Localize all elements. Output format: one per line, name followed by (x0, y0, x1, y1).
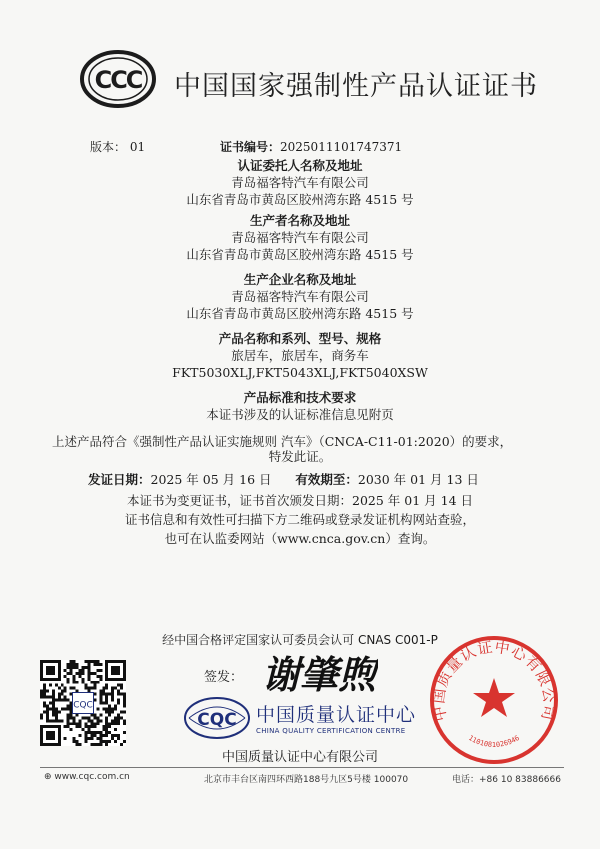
version-line: 版本： 01 (90, 140, 146, 154)
svg-text:CQC: CQC (197, 710, 237, 730)
dates-line: 发证日期：2025 年 05 月 16 日 有效期至：2030 年 01 月 13 日 (88, 472, 479, 487)
issuer-name-en: CHINA QUALITY CERTIFICATION CENTRE (256, 727, 406, 735)
svg-text:CQC: CQC (73, 700, 93, 711)
ccc-logo-icon (80, 50, 156, 108)
certificate-number: 证书编号：2025011101747371 (220, 140, 403, 154)
applicant-heading: 认证委托人名称及地址 (237, 158, 363, 173)
issuer-organization: 中国质量认证中心有限公司 (221, 750, 378, 765)
svg-text:CCC: CCC (94, 66, 142, 94)
signature-label: 签发： (204, 670, 244, 685)
manufacturer-name: 青岛福客特汽车有限公司 (231, 230, 369, 245)
globe-icon: ⊕ (44, 772, 52, 782)
standard-heading: 产品标准和技术要求 (243, 390, 357, 405)
factory-address: 山东省青岛市黄岛区胶州湾东路 4515 号 (186, 306, 414, 321)
conformity-statement: 上述产品符合《强制性产品认证实施规则 汽车》（CNCA-C11-01:2020）的要求， (52, 434, 513, 449)
footer-website[interactable]: ⊕ www.cqc.com.cn (44, 772, 130, 782)
cqc-logo-icon (183, 696, 251, 740)
note-line-3: 也可在认监委网站（www.cnca.gov.cn）查询。 (164, 531, 436, 546)
certificate-title: 中国国家强制性产品认证证书 (174, 71, 538, 102)
note-line-2: 证书信息和有效性可扫描下方二维码或登录发证机构网站查验， (124, 512, 475, 527)
factory-heading: 生产企业名称及地址 (243, 272, 357, 287)
conformity-closing: 特发此证。 (268, 449, 332, 464)
manufacturer-address: 山东省青岛市黄岛区胶州湾东路 4515 号 (186, 247, 414, 262)
version-value: 01 (129, 140, 146, 154)
product-names: 旅居车，旅居车，商务车 (231, 348, 369, 363)
footer-address: 北京市丰台区南四环西路188号九区5号楼 100070 (204, 775, 409, 785)
standard-text: 本证书涉及的认证标准信息见附页 (206, 407, 394, 422)
signature-image (258, 648, 378, 698)
footer-phone: 电话：+86 10 83886666 (452, 775, 561, 785)
product-heading: 产品名称和系列、型号、规格 (218, 331, 382, 346)
svg-text:谢肇煦: 谢肇煦 (262, 652, 377, 697)
issuer-name-cn: 中国质量认证中心 (256, 704, 417, 726)
applicant-name: 青岛福客特汽车有限公司 (231, 175, 369, 190)
factory-name: 青岛福客特汽车有限公司 (231, 289, 369, 304)
note-line-1: 本证书为变更证书，证书首次颁发日期：2025 年 01 月 14 日 (127, 493, 473, 508)
svg-text:1101081026946: 1101081026946 (467, 733, 521, 749)
qr-code-icon[interactable] (40, 660, 126, 746)
issue-date: 2025 年 05 月 16 日 (150, 472, 272, 487)
svg-text:中国质量认证中心有限公司: 中国质量认证中心有限公司 (429, 637, 559, 723)
manufacturer-heading: 生产者名称及地址 (249, 213, 350, 228)
footer-divider (40, 767, 564, 768)
accreditation-line: 经中国合格评定国家认可委员会认可 CNAS C001-P (162, 633, 438, 647)
expiry-date: 2030 年 01 月 13 日 (357, 472, 479, 487)
applicant-address: 山东省青岛市黄岛区胶州湾东路 4515 号 (186, 192, 414, 207)
product-models: FKT5030XLJ,FKT5043XLJ,FKT5040XSW (172, 365, 428, 380)
